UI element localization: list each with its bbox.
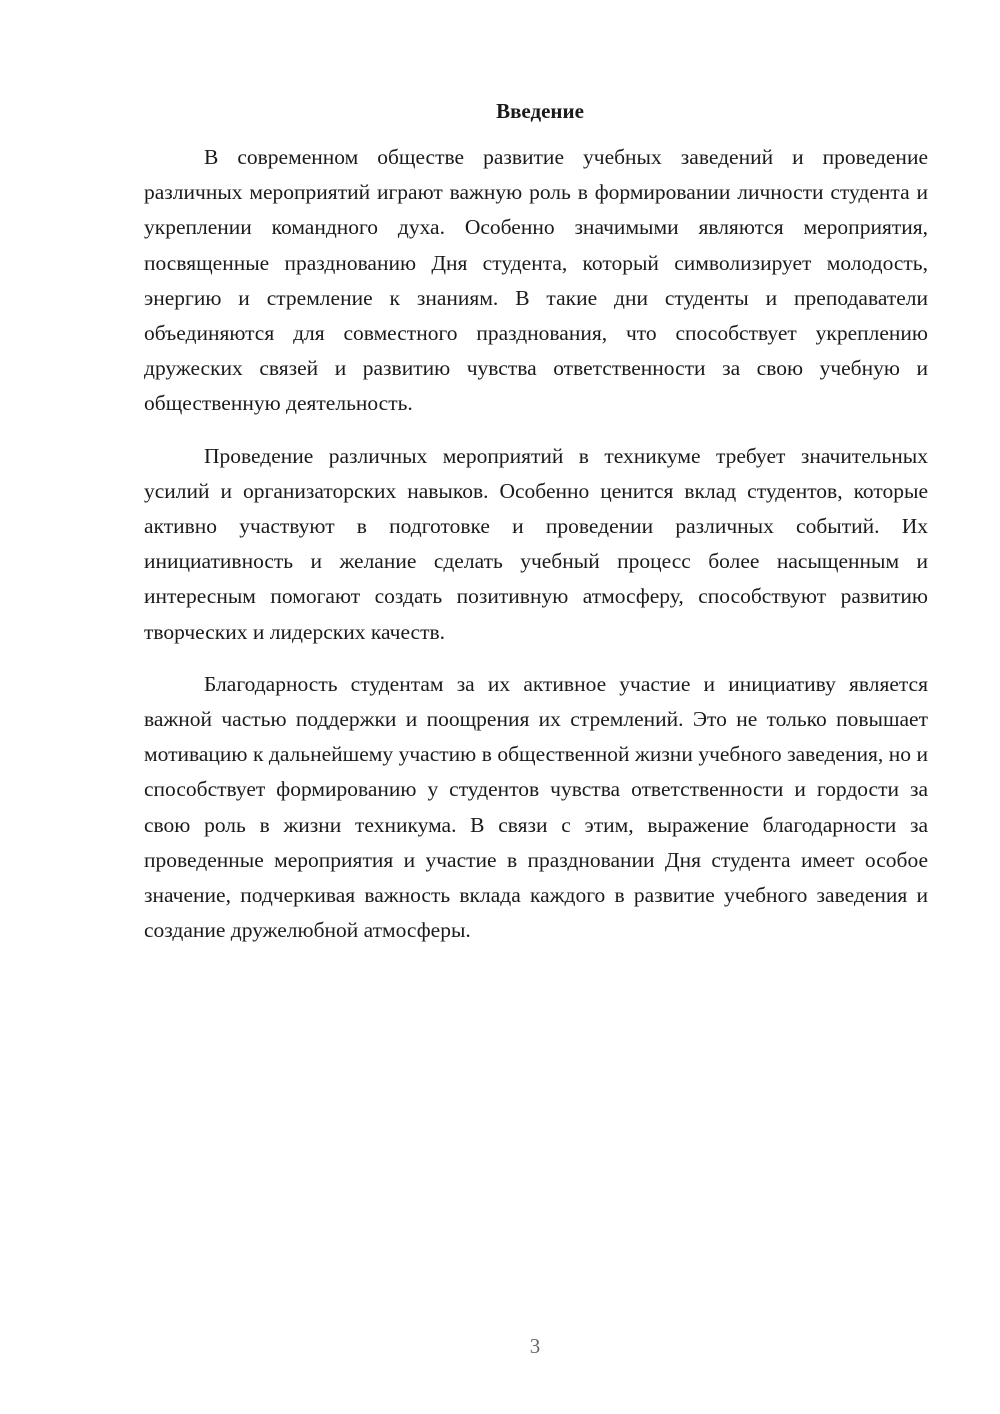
paragraph-3: Благодарность студентам за их активное участие и инициативу является важной частью поддержки и поощрения их стремлений. Это не только повышает мотивацию к дальнейшему участию в общественной жизни учебного заведения, но и способствует формированию у студентов чувства ответственности и гордости за свою роль в жизни техникума. В связи с этим, выражение благодарности за проведенные мероприятия и участие в праздновании Дня студента имеет особое значение, подчеркивая важность вклада каждого в развитие учебного заведения и создание дружелюбной атмосферы. bbox=[144, 671, 928, 943]
paragraph-1: В современном обществе развитие учебных заведений и проведение различных мероприятий играют важную роль в формировании личности студента и укреплении командного духа. Особенно значимыми являются мероприятия, посвященные празднованию Дня студента, который символизирует молодость, энергию и стремление к знаниям. В такие дни студенты и преподаватели объединяются для совместного празднования, что способствует укреплению дружеских связей и развитию чувства ответственности за свою учебную и общественную деятельность. bbox=[144, 145, 928, 416]
page-number: 3 bbox=[529, 1334, 541, 1358]
document-body bbox=[144, 96, 928, 965]
paragraph-2: Проведение различных мероприятий в техникуме требует значительных усилий и организаторских навыков. Особенно ценится вклад студентов, которые активно участвуют в подготовке и проведении различных событий. Их инициативность и желание сделать учебный процесс более насыщенным и интересным помогают создать позитивную атмосферу, способствуют развитию творческих и лидерских качеств. bbox=[144, 443, 928, 644]
section-heading: Введение bbox=[496, 99, 584, 123]
